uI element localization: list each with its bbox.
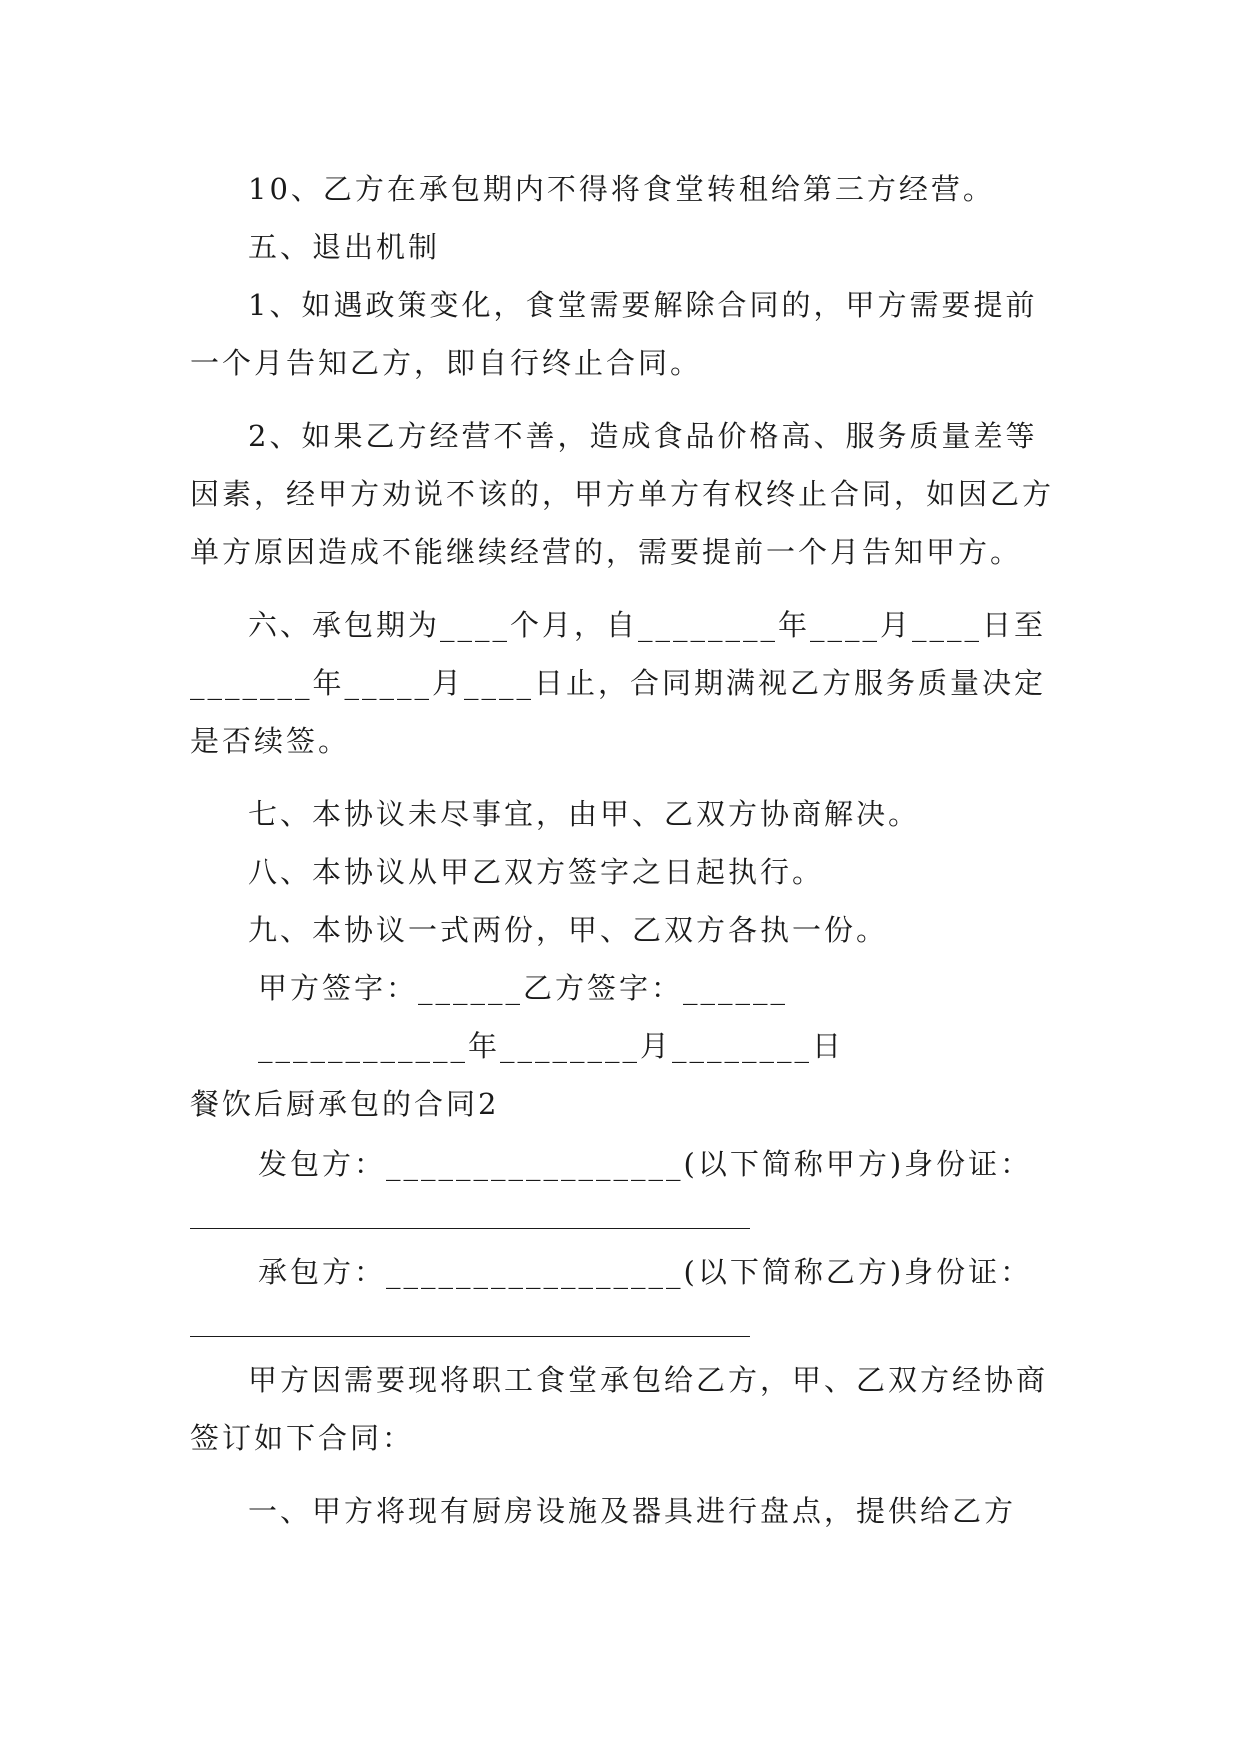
clause-one: 一、甲方将现有厨房设施及器具进行盘点，提供给乙方: [248, 1494, 1017, 1528]
signature-line: 甲方签字：______乙方签字：______: [258, 971, 789, 1005]
section-title: 餐饮后厨承包的合同2: [190, 1087, 500, 1121]
exit-clause-2: 2、如果乙方经营不善，造成食品价格高、服务质量差等因素，经甲方劝说不该的，甲方单方有权终止合同，如因乙方单方原因造成不能继续经营的，需要提前一个月告知甲方。: [190, 419, 1055, 569]
clause-eight: 八、本协议从甲乙双方签字之日起执行。: [248, 855, 825, 889]
party-a-line: 发包方：_________________(以下简称甲方)身份证：: [258, 1147, 1033, 1181]
document-body: [190, 160, 1060, 1540]
exit-clause-1: 1、如遇政策变化，食堂需要解除合同的，甲方需要提前一个月告知乙方，即自行终止合同。: [190, 288, 1038, 380]
date-line: ____________年________月________日: [258, 1029, 845, 1063]
section-exit-mechanism: 五、退出机制: [248, 230, 441, 264]
party-b-id-blank: [190, 1307, 1060, 1337]
contract-term-clause: 六、承包期为____个月，自________年____月____日至_______年_____月____日止，合同期满视乙方服务质量决定是否续签。: [190, 608, 1047, 758]
clause-nine: 九、本协议一式两份，甲、乙双方各执一份。: [248, 913, 889, 947]
clause-seven: 七、本协议未尽事宜，由甲、乙双方协商解决。: [248, 797, 921, 831]
contract-intro: 甲方因需要现将职工食堂承包给乙方，甲、乙双方经协商签订如下合同：: [190, 1363, 1049, 1455]
party-b-line: 承包方：_________________(以下简称乙方)身份证：: [258, 1255, 1033, 1289]
clause-10: 10、乙方在承包期内不得将食堂转租给第三方经营。: [248, 172, 995, 206]
party-a-id-blank: [190, 1199, 1060, 1229]
